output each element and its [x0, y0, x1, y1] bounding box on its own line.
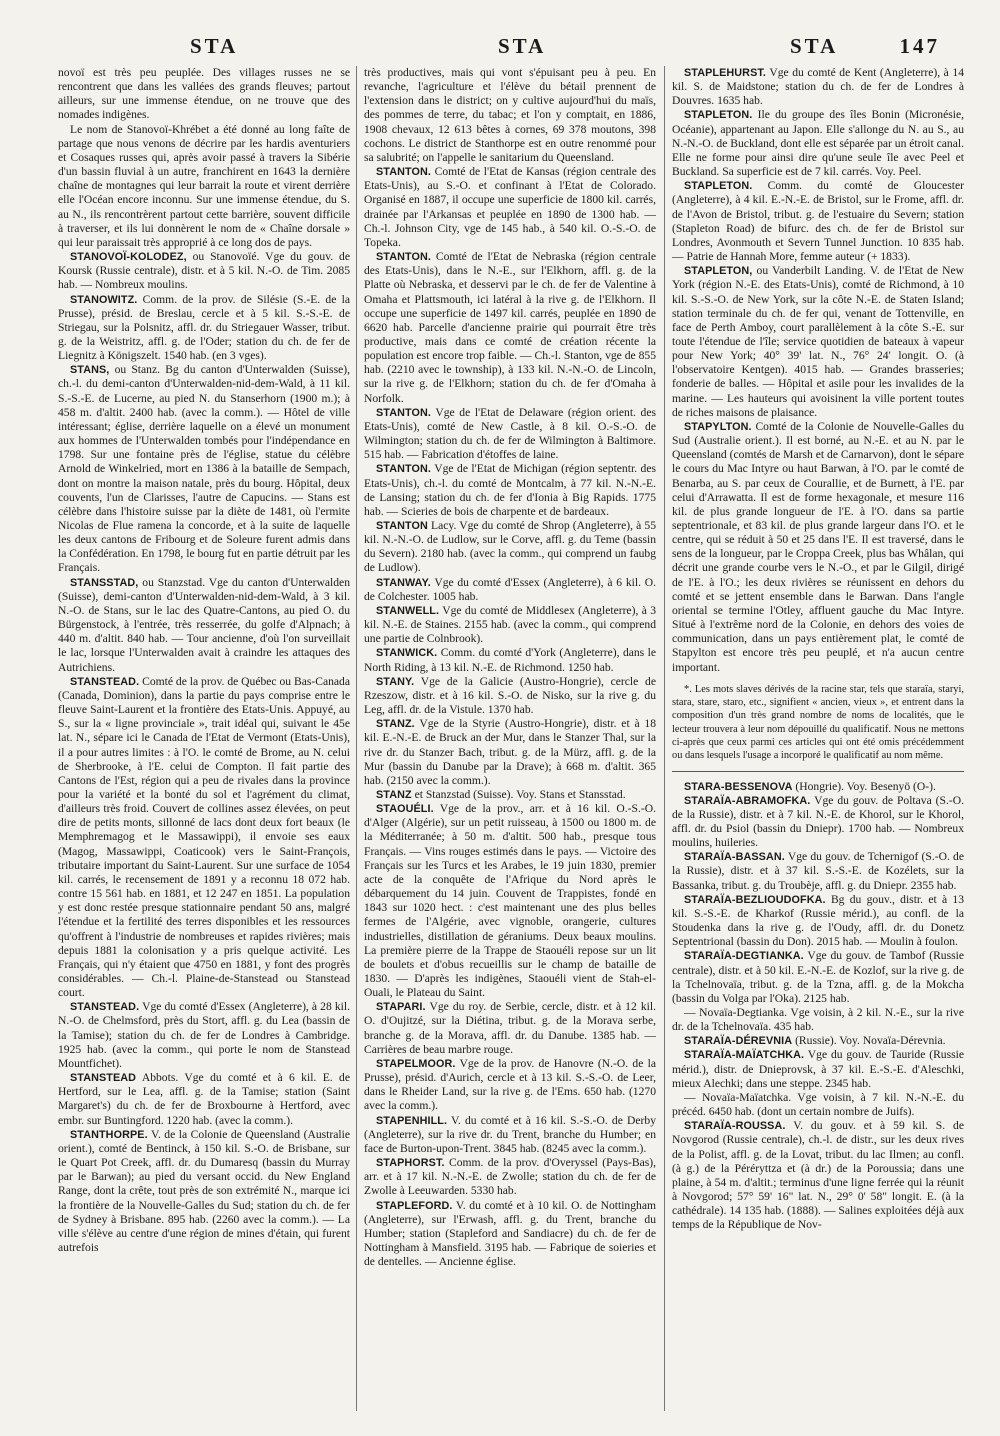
- entry-text: Comm. du comté de Gloucester (Angleterre), à 4 kil. E.-N.-E. de Bristol, sur le Frome, affl. dr. de l'Avon de Bristol, tribut. g. de l'estuaire du Severn; station (Stapleton Road) de bifurc. des ch. de fer de Bristol sur Londres, Avonmouth et Severn Tunnel Junction. 10 835 hab. — Patrie de Hannah More, femme auteur (+ 1833).: [672, 179, 964, 264]
- dictionary-entry: [58, 1000, 350, 1071]
- entry-text: (Hongrie). Voy. Besenyö (O-).: [792, 779, 936, 793]
- entry-text: Vge de la Styrie (Austro-Hongrie), distr. et à 18 kil. E.-N.-E. de Bruck an der Mur, dans le Stanzer Thal, sur la rive dr. du Stanzer Bach, tribut. g. de la Mürz, affl. g. de la Mur (bassin du Danube par la Drave); à 668 m. d'altit. 365 hab. (2150 avec la comm.).: [364, 717, 656, 787]
- dictionary-entry: [364, 462, 656, 519]
- dictionary-entry: [364, 1156, 656, 1198]
- footnote: [672, 683, 964, 763]
- entry-headword: STANTON.: [376, 166, 431, 179]
- entry-text: Comté de l'Etat de Nebraska (région centrale des Etats-Unis), dans le N.-E., sur l'Elkhorn, affl. g. de la Platte où Nebraska, et desservi par le ch. de fer de Valentine à Omaha et Plattsmouth, ici latéral à la rive g. de l'Elkhorn. Il occupe une superficie de 1497 kil. carrés, peuplée en 1890 de 6620 hab. Parcelle d'ancienne prairie qui pourrait être très productive, mais dans ce comté de création récente la population est encore trop faible. — Ch.-l. Stanton, vge de 855 hab. (2210 avec le township), à 133 kil. N.-N.-O. de Lincoln, sur la rive g. de l'Elkhorn; station du ch. de fer d'Omaha à Norfolk.: [364, 250, 656, 405]
- page-number: 147: [899, 34, 940, 58]
- entry-text: *. Les mots slaves dérivés de la racine star, tels que staraïa, staryi, stara, stare, staro, etc., signifient « ancien, vieux », et entrent dans la composition d'un très grand nombre de noms de localités, que le lecteur trouvera à leur nom dépouillé du qualificatif. Nous ne mettons ci-après que ceux parmi ces articles qui ont été omis précédemment ou dans lesquels l'usage a incorporé le qualificatif au nom même.: [672, 683, 964, 762]
- column-rule-2: [664, 66, 665, 1411]
- entry-text: Comté de la prov. de Québec ou Bas-Canada (Canada, Dominion), dans la partie du pays comprise entre le fleuve Saint-Laurent et la frontière des Etats-Unis. Appuyé, au S., sur la « ligne provinciale », trait idéal qui, suivant le 45e lat. N., sépare ici le Canada de l'Etat de Vermont (Etats-Unis), il a pour autres limites : à l'O. le comté de Brome, au N. celui de Sherbrooke, à l'E. celui de Compton. Il fait partie des Cantons de l'Est, région qui a peu de rivales dans la province pour la variété et la bonté du sol et l'agrément du climat, d'ailleurs très froid. Couvert de collines assez élevées, on peut dire de petits monts, sillonné de lacs dont deux fort beaux (le Memphremagog et le Massawippi), il envoie ses eaux (Magog, Massawippi, Coaticook) vers le Saint-François, tributaire important du Saint-Laurent. Sur une surface de 1054 kil. carrés, le recensement de 1891 y a reconnu 18 072 hab. contre 15 561 hab. en 1881, et 12 247 en 1851. La population y est donc restée presque stationnaire pendant 50 ans, malgré l'étendue et la fertilité des terres disponibles et les ressources qu'offrent à l'industrie de nombreuses et rapides rivières; mais depuis 1881 la colonisation y a pris quelque activité. Les Français, qui n'y étaient que 4750 en 1881, y font des progrès considérables. — Ch.-l. Plaine-de-Stanstead ou Stanstead court.: [58, 674, 350, 1000]
- entry-text: et Stanzstad (Suisse). Voy. Stans et Stansstad.: [411, 787, 626, 801]
- column-3: [672, 66, 964, 1414]
- entry-text: Le nom de Stanovoï-Khrébet a été donné au long faîte de partage que nous venons de décrire par les hardis aventuriers et Cosaques russes qui, après avoir passé à travers la Sibérie d'un bassin fluvial à un autre, franchirent en 1643 la dernière chaîne de montagnes qui leur barrait la route et virent derrière elle l'Océan encore inconnu. Sur une immense étendue, du S. au N., ils rencontrèrent partout cette barrière, souvent difficile à traverser, et ils lui donnèrent le nom de « Chaîne dorsale » qui leur paraissait très approprié à ce long dos de pays.: [58, 122, 350, 249]
- dictionary-entry: [672, 420, 964, 675]
- dictionary-entry: [364, 1114, 656, 1156]
- entry-text: — Novaïa-Maïatchka. Vge voisin, à 7 kil. N.-N.-E. du précéd. 6450 hab. (dont un certain nombre de Juifs).: [672, 1090, 964, 1119]
- entry-text: Lacy. Vge du comté de Shrop (Angleterre), à 55 kil. N.-N.-O. de Ludlow, sur le Corve, affl. g. du Teme (bassin du Severn). 2180 hab. (avec la comm., qui comprend un faubg de Ludlow).: [364, 519, 656, 575]
- entry-text: V. du comté et à 16 kil. S.-S.-O. de Derby (Angleterre), sur la rive dr. du Trent, branche du Humber; en face de Burton-upon-Trent. 3845 hab. (8245 avec la comm.).: [364, 1113, 656, 1155]
- entry-headword: STAPHORST.: [376, 1157, 445, 1170]
- dictionary-entry: [364, 250, 656, 406]
- entry-headword: STANTON.: [376, 251, 431, 264]
- dictionary-entry: [58, 250, 350, 292]
- entry-text: Vge du comté de Middlesex (Angleterre), à 3 kil. N.-E. de Staines. 2155 hab. (avec la comm., qui comprend une partie de Colnbrook).: [364, 603, 656, 646]
- entry-text: Comté de la Colonie de Nouvelle-Galles du Sud (Australie orient.). Il est borné, au N.-E. et au N. par le Queensland (comtés de Marsh et de Carnarvon), dont le sépare le cours du Mac Intyre ou haut Barwan, à l'O. par le comté de Benarba, au S. par ceux de Courallie, et de Burnett, à l'E. par celui d'Arrawatta. Il est de forme hexagonale, et mesure 116 kil. de plus grande longueur de l'E. à l'O. dans sa partie septentrionale, et 83 kil. de plus grande largeur dans l'O. et le centre, qui se réduit à 50 et 25 dans l'E. Il est traversé, dans le sens de la longueur, par le Croppa Creek, plus bas Whâlan, qui décrit une grande courbe vers le N.-O., et par le Gilgil, dirigé de l'E. à l'O.; les deux rivières se réunissent en dehors du comté et se jettent ensemble dans le Barwan. Dans l'angle oriental se termine l'Otley, affluent gauche du Mac Intyre. Situé à l'extrême nord de la Colonie, en dehors des voies de communication, dans un pays entièrement plat, le comté de Stapylton est encore très peu peuplé, et n'a aucun centre important.: [672, 419, 964, 674]
- entry-text: Comm. de la prov. d'Overyssel (Pays-Bas), arr. et à 17 kil. N.-N.-E. de Zwolle; station du ch. de fer de Zwolle à Leeuwarden. 5330 hab.: [364, 1156, 656, 1198]
- dictionary-entry: [364, 1199, 656, 1270]
- dictionary-entry: [672, 850, 964, 892]
- dictionary-entry: [672, 893, 964, 950]
- dictionary-entry: [364, 802, 656, 1000]
- entry-text: Vge de la Galicie (Austro-Hongrie), cercle de Rzeszow, distr. et à 16 kil. S.-O. de Nisko, sur la rive g. du Leg, affl. dr. de la Vistule. 1370 hab.: [364, 674, 656, 717]
- entry-text: Vge de la prov., arr. et à 16 kil. O.-S.-O. d'Alger (Algérie), sur un petit ruisseau, à 1500 ou 1800 m. de la Méditerranée; à 50 m. d'altit. 500 hab., presque tous Français. — Vins rouges estimés dans le pays. — Victoire des Français sur les Turcs et les Arabes, le 19 juin 1830, premier acte de la conquête de l'Afrique du Nord après le débarquement du 14 juin. Couvent de Trappistes, fondé en 1843 sur 1020 hect. : c'est maintenant une des plus belles fermes de l'Algérie, avec vignoble, orangerie, cultures industrielles, distillation de géraniums. Deux beaux moulins. La première pierre de la Trappe de Staouéli repose sur un lit de boulets et d'obus recueillis sur le champ de bataille de 1830. — D'après les indigènes, Staouéli vient de Stah-el-Ouali, le Plateau du Saint.: [364, 802, 656, 1000]
- entry-text: (Russie). Voy. Novaïa-Dérevnia.: [792, 1034, 946, 1048]
- dictionary-entry: [672, 179, 964, 264]
- entry-text: Vge du gouv. de Tambof (Russie centrale), distr. et à 50 kil. E.-N.-E. de Kozlof, sur la rive g. de la Tchelnovaïa, tribut. g. de la Tzna, affl. g. de la Mokcha (bassin du Volga par l'Oka). 2125 hab.: [672, 949, 964, 1005]
- entry-headword: STAPLEFORD.: [376, 1199, 453, 1212]
- entry-text: Comm. de la prov. de Silésie (S.-E. de la Prusse), présid. de Breslau, cercle et à 5 kil. S.-S.-E. de Striegau, sur la Polsnitz, affl. dr. du Striegauer Wasser, tribut. g. de la Weistritz, affl. g. de l'Oder; station du ch. de fer de Liegnitz à Königszelt. 1540 hab. (en 3 vges).: [58, 292, 350, 363]
- column-2: [364, 66, 656, 1414]
- dictionary-entry: [58, 363, 350, 575]
- entry-headword: STANSTEAD.: [70, 675, 140, 688]
- entry-headword: STARAÏA-BASSAN.: [684, 851, 785, 864]
- entry-headword: STAOUÉLI.: [376, 803, 434, 816]
- entry-text: très productives, mais qui vont s'épuisant peu à peu. En revanche, l'agriculture et l'élève du bétail prennent de l'extension dans le district; on y cultive aujourd'hui du maïs, des pommes de terre, du tabac; et l'on y comptait, en 1886, 1908 chevaux, 12 613 bêtes à cornes, 69 378 moutons, 398 cochons. Le district de Stanthorpe est en outre renommé pour sa salubrité; on l'appelle le sanitarium du Queensland.: [364, 66, 656, 164]
- entry-headword: STANWELL.: [376, 604, 440, 617]
- dictionary-entry: [672, 1119, 964, 1232]
- dictionary-entry: [364, 406, 656, 463]
- entry-text: ou Stanz. Bg du canton d'Unterwalden (Suisse), ch.-l. du demi-canton d'Unterwalden-nid-dem-Wald, à 11 kil. S.-S.-E. de Lucerne, au pied N. du Stanserhorn (1900 m.); à 458 m. d'altit. 2400 hab. (avec la comm.). — Hôtel de ville intéressant; église, derrière laquelle on a élevé un monument aux hommes de l'Unterwalden tombés pour l'indépendance en 1798. Sur une fontaine près de l'église, statue du célèbre Arnold de Winkelried, mort en 1386 à la bataille de Sempach, dont on montre la maison natale, près du bourg. Hôpital, deux couvents, l'un de Clarisses, l'autre de Capucins. — Stans est célèbre dans l'histoire suisse par la diète de 1481, où l'ermite Nicolas de Flue ramena la concorde, et à la suite de laquelle les deux cantons de Fribourg et de Soleure furent admis dans la Confédération. En 1798, le bourg fut en partie détruit par les Français.: [58, 363, 350, 575]
- entry-text: Ile du groupe des îles Bonin (Micronésie, Océanie), appartenant au Japon. Elle s'allonge du N. au S., au N.-N.-O. de Buckland, dont elle est séparée par un étroit canal. Elle ne forme pour ainsi dire qu'une seule île avec Peel et Buckland. Sa superficie est de 7 kil. carrés. Voy. Peel.: [672, 108, 964, 179]
- dictionary-entry: [58, 123, 350, 250]
- section-divider: [672, 771, 964, 772]
- dictionary-entry: [58, 293, 350, 364]
- entry-text: V. du comté et à 10 kil. O. de Nottingham (Angleterre), sur l'Erwash, affl. g. du Trent, branche du Humber; station (Stapleford and Sandiacre) du ch. de fer de Nottingham à Mansfield. 3195 hab. — Fabrique de soieries et de dentelles. — Ancienne église.: [364, 1198, 656, 1269]
- dictionary-entry: [58, 1071, 350, 1128]
- entry-headword: STANZ.: [376, 718, 415, 731]
- entry-headword: STANWICK.: [376, 647, 438, 660]
- entry-headword: STANY.: [376, 675, 415, 688]
- entry-headword: STARAÏA-MAÏATCHKA.: [684, 1049, 805, 1062]
- entry-text: Vge de l'Etat de Delaware (région orient. des Etats-Unis), comté de New Castle, à 8 kil. O.-S.-O. de Wilmington; station du ch. de fer de Wilmington à Baltimore. 515 hab. — Fabrication d'étoffes de laine.: [364, 405, 656, 462]
- entry-headword: STANOVOÏ-KOLODEZ,: [70, 251, 187, 264]
- entry-text: Comm. du comté d'York (Angleterre), dans le North Riding, à 13 kil. N.-E. de Richmond. 1250 hab.: [364, 646, 656, 674]
- entry-text: — Novaïa-Degtianka. Vge voisin, à 2 kil. N.-E., sur la rive dr. de la Tchelnovaïa. 435 hab.: [672, 1006, 964, 1034]
- entry-text: Vge du comté d'Essex (Angleterre), à 6 kil. O. de Colchester. 1005 hab.: [364, 575, 656, 603]
- dictionary-entry: [364, 519, 656, 576]
- entry-headword: STANS,: [70, 364, 110, 377]
- dictionary-entry: [672, 780, 964, 794]
- dictionary-entry: [58, 66, 350, 123]
- page-header: [60, 34, 940, 60]
- dictionary-entry: [672, 66, 964, 108]
- entry-headword: STAPENHILL.: [376, 1114, 448, 1127]
- dictionary-entry: [364, 675, 656, 717]
- running-head-left: STA: [190, 34, 239, 58]
- entry-headword: STANSTEAD: [70, 1072, 137, 1085]
- entry-headword: STARAÏA-ABRAMOFKA.: [684, 794, 811, 807]
- entry-text: novoï est très peu peuplée. Des villages russes ne se rencontrent que dans les vallées des grands fleuves; partout ailleurs, sur une immense étendue, on ne trouve que des nomades indigènes.: [58, 66, 350, 122]
- dictionary-entry: [364, 1057, 656, 1114]
- entry-headword: STARAÏA-DEGTIANKA.: [684, 950, 804, 963]
- dictionary-entry: [364, 66, 656, 165]
- entry-text: Vge du gouv. de Tchernigof (S.-O. de la Russie), distr. et à 37 kil. S.-S.-E. de Kozélets, sur la Bassanka, tribut. g. du Troubèje, affl. g. du Dniepr. 2355 hab.: [672, 850, 964, 892]
- entry-text: Vge du roy. de Serbie, cercle, distr. et à 12 kil. O. d'Oujitzé, sur la Diétina, tribut. g. de la Morava serbe, branche g. de la Morava, affl. dr. du Danube. 1385 hab. — Carrières de beau marbre rouge.: [364, 1000, 656, 1056]
- dictionary-entry: [364, 165, 656, 250]
- entry-text: Vge de la prov. de Hanovre (N.-O. de la Prusse), présid. d'Aurich, cercle et à 13 kil. S.-S.-O. de Leer, dans le Rheider Land, sur la rive g. de l'Ems. 650 hab. (1270 avec la comm.).: [364, 1056, 656, 1113]
- entry-headword: STARA-BESSENOVA: [684, 780, 793, 793]
- running-head-middle: STA: [498, 34, 547, 58]
- entry-headword: STARAÏA-ROUSSA.: [684, 1120, 786, 1133]
- dictionary-entry: [58, 576, 350, 675]
- dictionary-entry: [58, 1128, 350, 1255]
- entry-headword: STANSTEAD.: [70, 1001, 140, 1014]
- entry-text: Comté de l'Etat de Kansas (région centrale des Etats-Unis), au S.-O. et confinant à l'Etat de Colorado. Organisé en 1887, il occupe une superficie de 1800 kil. carrés, drainée par l'Arkansas et peuplée en 1890 de 1300 hab. — Ch.-l. Johnson City, vge de 145 hab., à 540 kil. O.-S.-O. de Topeka.: [364, 165, 656, 249]
- dictionary-entry: [672, 264, 964, 420]
- entry-headword: STANTON.: [376, 406, 431, 419]
- entry-headword: STANZ: [376, 788, 412, 801]
- entry-text: Vge du gouv. de Poltava (S.-O. de la Russie), distr. et à 7 kil. N.-E. de Khorol, sur le Khorol, affl. dr. du Psiol (bassin du Dniepr). 1700 hab. — Nombreux moulins, huileries.: [672, 793, 964, 850]
- dictionary-entry: [672, 949, 964, 1006]
- entry-headword: STAPYLTON.: [684, 420, 752, 433]
- dictionary-entry: [672, 794, 964, 851]
- entry-text: ou Stanovoïé. Vge du gouv. de Koursk (Russie centrale), distr. et à 5 kil. N.-O. de Tim. 2085 hab. — Nombreux moulins.: [58, 250, 350, 292]
- entry-headword: STAPLETON.: [684, 109, 753, 122]
- entry-text: Vge du gouv. de Tauride (Russie mérid.), distr. de Dnieprovsk, à 37 kil. E.-S.-E. d'Aleschki, mieux Alechki; dans une steppe. 2345 hab.: [672, 1048, 964, 1090]
- dictionary-entry: [364, 576, 656, 604]
- entry-text: Vge du comté d'Essex (Angleterre), à 28 kil. N.-O. de Chelmsford, près du Stort, affl. g. du Lea (bassin de la Tamise); station du ch. de fer de Londres à Cambridge. 1925 hab. (avec la comm., qui porte le nom de Stanstead Mountfichet).: [58, 1000, 350, 1070]
- dictionary-entry: [672, 1006, 964, 1034]
- entry-text: V. de la Colonie de Queensland (Australie orient.), comté de Bentinck, à 150 kil. S.-O. de Brisbane, sur le Quart Pot Creek, affl. dr. du Dumaresq (bassin du Murray par le Barwan); au pied du versant occid. du New England Range, dont la crête, tout près de son extrémité N., marque ici la frontière de la Nouvelle-Galles du Sud; station du ch. de fer de Sydney à Brisbane. 895 hab. (2260 avec la comm.). — La ville s'élève au centre d'une région de mines d'étain, qui furent autrefois: [58, 1127, 350, 1254]
- entry-headword: STARAÏA-BEZLIOUDOFKA.: [684, 893, 826, 906]
- running-head-right: STA: [790, 34, 839, 58]
- entry-headword: STANTON: [376, 520, 428, 532]
- entry-text: ou Stanzstad. Vge du canton d'Unterwalden (Suisse), demi-canton d'Unterwalden-nid-dem-Wald, à 3 kil. N.-O. de Stans, sur le lac des Quatre-Cantons, au pied O. du Bürgenstock, à l'entrée, très resserrée, du golfe d'Alpnach; à 440 m. d'altit. 840 hab. — Tour ancienne, d'où l'on surveillait le lac, lorsque l'Unterwalden avait à craindre les attaques des Autrichiens.: [58, 575, 350, 674]
- entry-headword: STANOWITZ.: [70, 293, 138, 306]
- entry-text: ou Vanderbilt Landing. V. de l'Etat de New York (région N.-E. des Etats-Unis), comté de Richmond, à 10 kil. S.-S.-O. de New York, sur la côte N.-E. de Staten Island; station terminale du ch. de fer qui, venant de Tottenville, en face de Perth Amboy, court parallèlement à la côte S.-E. sur toute l'étendue de l'île; service quotidien de bateaux à vapeur pour New York; 40° 39' lat. N., 76° 24' longit. O. (à l'observatoire Kentgen). 4015 hab. — Grandes brasseries; fonderie de balles. — Hôpital et asile pour les invalides de la marine. — Les hauteurs qui avoisinent la ville portent toutes de riches maisons de plaisance.: [672, 264, 964, 419]
- dictionary-entry: [672, 1048, 964, 1090]
- dictionary-entry: [672, 1034, 964, 1048]
- entry-text: Vge de l'Etat de Michigan (région septentr. des Etats-Unis), ch.-l. du comté de Montcalm, à 77 kil. N.-N.-E. de Lansing; station du ch. de fer d'Ionia à Big Rapids. 1775 hab. — Scieries de bois de charpente et de bardeaux.: [364, 462, 656, 518]
- dictionary-entry: [672, 108, 964, 179]
- dictionary-entry: [672, 1091, 964, 1119]
- entry-headword: STANTHORPE.: [70, 1128, 148, 1141]
- dictionary-entry: [364, 788, 656, 802]
- entry-text: Bg du gouv., distr. et à 13 kil. S.-S.-E. de Kharkof (Russie mérid.), au confl. de la Stoudenka dans la rive g. de l'Oudy, affl. dr. du Donetz Septentrional (bassin du Don). 2015 hab. — Moulin à foulon.: [672, 892, 964, 949]
- entry-headword: STAPELMOOR.: [376, 1057, 456, 1070]
- dictionary-entry: [58, 675, 350, 1001]
- dictionary-entry: [364, 717, 656, 788]
- entry-headword: STANSSTAD,: [70, 576, 139, 589]
- entry-headword: STAPLETON.: [684, 180, 753, 193]
- entry-headword: STARAÏA-DÉREVNIA: [684, 1035, 793, 1048]
- entry-headword: STAPARI.: [376, 1001, 426, 1014]
- entry-headword: STAPLEHURST.: [684, 67, 766, 79]
- dictionary-entry: [364, 646, 656, 674]
- entry-headword: STANTON.: [376, 463, 431, 476]
- dictionary-entry: [364, 1000, 656, 1057]
- entry-headword: STAPLETON,: [684, 265, 753, 278]
- column-1: [58, 66, 350, 1414]
- entry-headword: STANWAY.: [376, 576, 431, 589]
- column-rule-1: [356, 66, 357, 1411]
- entry-text: V. du gouv. et à 59 kil. S. de Novgorod (Russie centrale), ch.-l. de distr., sur les deux rives de la Polist, affl. g. de la Lovat, tribut. du lac Ilmen; au confl. (à g.) de la Péréryttza et (à dr.) de la Poroussia; dans une plaine, à 54 m. d'altit.; terminus d'une ligne ferrée qui la réunit à Novgorod; 57° 59' 16" lat. N., 29° 0' 58" longit. E. (à la cathédrale). 14 135 hab. (1888). — Salines exploitées déjà aux temps de la République de Nov-: [672, 1119, 964, 1232]
- entry-text: Vge du comté de Kent (Angleterre), à 14 kil. S. de Maidstone; station du ch. de fer de Londres à Douvres. 1635 hab.: [672, 66, 964, 108]
- dictionary-entry: [364, 604, 656, 646]
- entry-text: Abbots. Vge du comté et à 6 kil. E. de Hertford, sur le Lea, affl. g. de la Tamise; station (Saint Margaret's) du ch. de fer de Broxbourne à Hertford, avec embr. sur Buntingford. 1220 hab. (avec la comm.).: [58, 1071, 350, 1127]
